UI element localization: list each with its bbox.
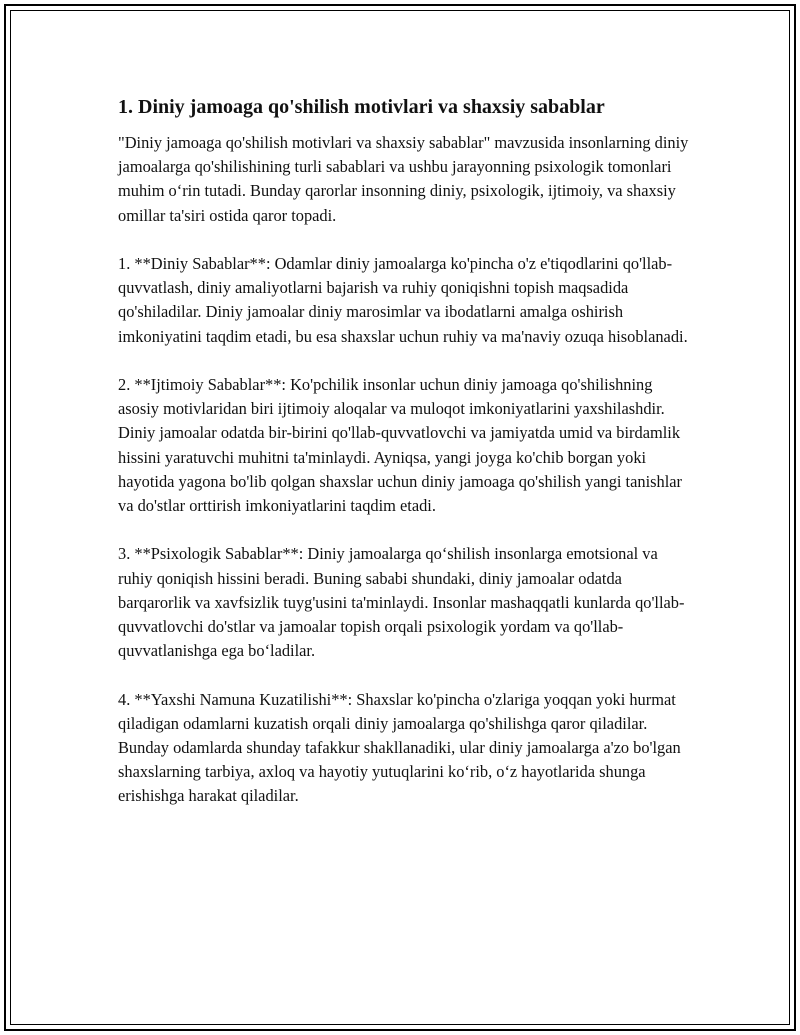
intro-paragraph: "Diniy jamoaga qo'shilish motivlari va shaxsiy sabablar" mavzusida insonlarning diniy jamoalarga qo'shilishining turli sabablari va ushbu jarayonning psixologik tomonlari muhim o‘rin tutadi. Bunday qarorlar insonning diniy, psixologik, ijtimoiy, va shaxsiy omillar ta'siri ostida qaror topadi. [118,133,689,225]
section-heading: 1. Diniy jamoaga qo'shilish motivlari va shaxsiy sabablar [118,96,605,118]
paragraph-diniy-sabablar: 1. **Diniy Sabablar**: Odamlar diniy jamoalarga ko'pincha o'z e'tiqodlarini qo'llab-quvvatlash, diniy amaliyotlarni bajarish va ruhiy qoniqishni topish maqsadida qo'shiladilar. Diniy jamoalar diniy marosimlar va ibodatlarni amalga oshirish imkoniyatini taqdim etadi, bu esa shaxslar uchun ruhiy va ma'naviy ozuqa hisoblanadi. [118,254,688,346]
paragraph-psixologik-sabablar: 3. **Psixologik Sabablar**: Diniy jamoalarga qo‘shilish insonlarga emotsional va ruhiy qoniqish hissini beradi. Buning sababi shundaki, diniy jamoalar odatda barqarorlik va xavfsizlik tuyg'usini ta'minlaydi. Insonlar mashaqqatli kunlarda qo'llab-quvvatlovchi do'stlar va jamoalar topish orqali psixologik yordam va qo'llab-quvvatlanishga ega bo‘ladilar. [118,544,685,661]
paragraph-yaxshi-namuna: 4. **Yaxshi Namuna Kuzatilishi**: Shaxslar ko'pincha o'zlariga yoqqan yoki hurmat qiladigan odamlarni kuzatish orqali diniy jamoalarga qo'shilishga qaror qiladilar. Bunday odamlarda shunday tafakkur shakllanadiki, ular diniy jamoalarga a'zo bo'lgan shaxslarning tarbiya, axloq va hayotiy yutuqlarini ko‘rib, o‘z hayotlarida shunga erishishga harakat qiladilar. [118,689,681,806]
document-body [118,93,690,809]
paragraph-ijtimoiy-sabablar: 2. **Ijtimoiy Sabablar**: Ko'pchilik insonlar uchun diniy jamoaga qo'shilishning asosiy motivlaridan biri ijtimoiy aloqalar va muloqot imkoniyatlarini yaxshilashdir. Diniy jamoalar odatda bir-birini qo'llab-quvvatlovchi va jamiyatda umid va birdamlik hissini yaratuvchi muhitni ta'minlaydi. Ayniqsa, yangi joyga ko'chib borgan yoki hayotida yagona bo'lib qolgan shaxslar uchun diniy jamoaga qo'shilish yangi tanishlar va do'stlar orttirish imkoniyatlarini taqdim etadi. [118,375,682,516]
